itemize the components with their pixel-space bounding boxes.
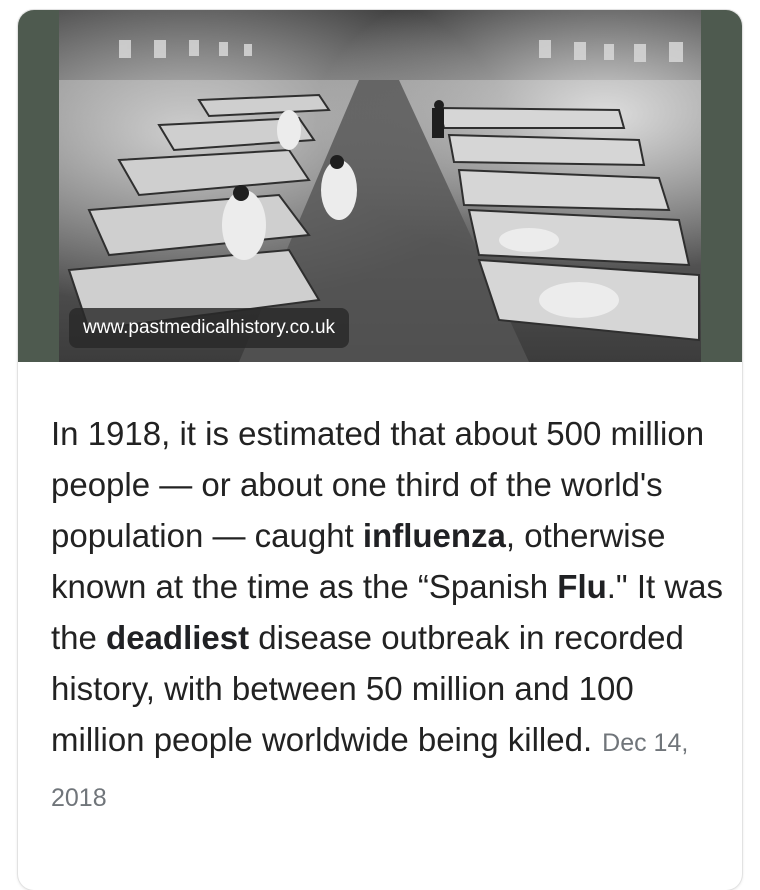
snippet-text-segment: disease outbreak in recorded history, with between 50 million and 100 million people worldwide being killed.: [51, 619, 684, 758]
highlight-flu: Flu: [557, 568, 607, 605]
snippet-text-segment: , otherwise known at the time as the “Spanish: [51, 517, 666, 605]
snippet-date: Dec 14, 2018: [51, 729, 689, 812]
source-url-label[interactable]: www.pastmedicalhistory.co.uk: [69, 308, 349, 348]
highlight-influenza: influenza: [362, 517, 506, 554]
hospital-ward-photo[interactable]: [59, 10, 701, 362]
snippet-text-segment: ." It was the: [51, 568, 724, 656]
highlight-deadliest: deadliest: [106, 619, 250, 656]
image-panel[interactable]: [18, 10, 742, 362]
snippet-text: [51, 408, 723, 824]
snippet-text-segment: In 1918, it is estimated that about 500 million people — or about one third of the world's population — caught: [51, 415, 705, 554]
featured-snippet-card: [18, 10, 742, 890]
